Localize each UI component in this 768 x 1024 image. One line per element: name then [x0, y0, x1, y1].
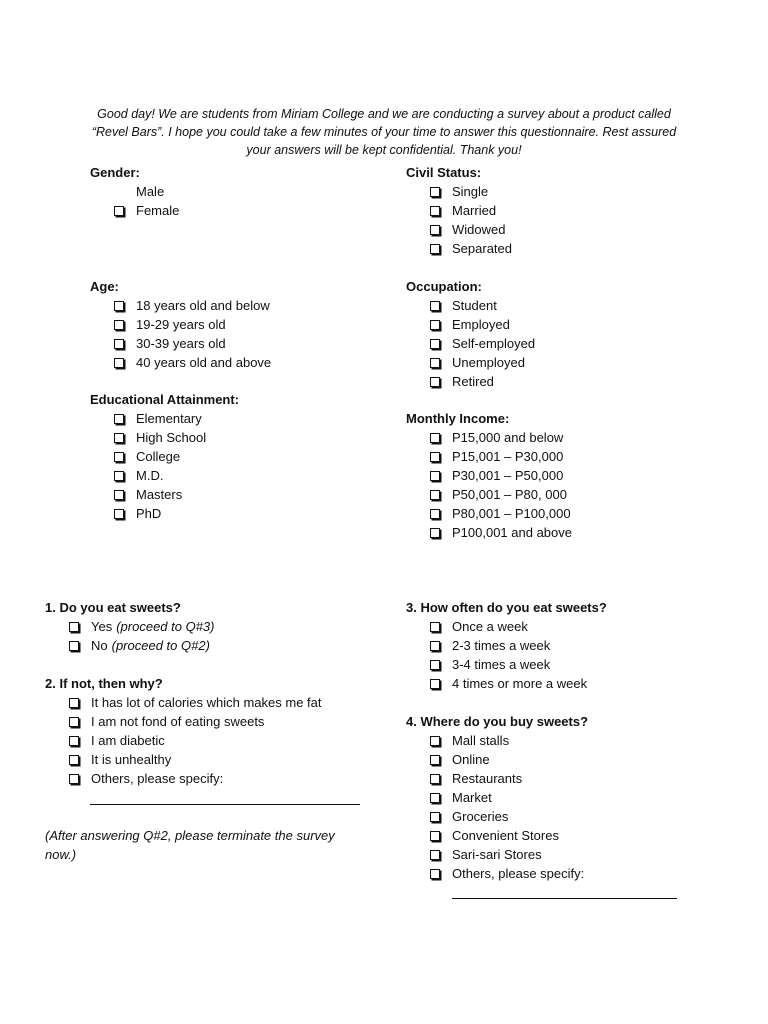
q3-option[interactable]: 2-3 times a week [430, 636, 607, 655]
q4-option[interactable]: Mall stalls [430, 731, 588, 750]
checkbox-icon[interactable] [430, 774, 440, 784]
income-section [406, 409, 572, 542]
checkbox-icon[interactable] [69, 774, 79, 784]
checkbox-icon[interactable] [69, 622, 79, 632]
checkbox-icon[interactable] [114, 471, 124, 481]
checkbox-icon[interactable] [430, 301, 440, 311]
q4-option[interactable]: Market [430, 788, 588, 807]
checkbox-icon[interactable] [114, 490, 124, 500]
q3-option[interactable]: 3-4 times a week [430, 655, 607, 674]
checkbox-icon[interactable] [430, 187, 440, 197]
checkbox-icon[interactable] [430, 812, 440, 822]
checkbox-icon[interactable] [430, 869, 440, 879]
checkbox-icon[interactable] [430, 452, 440, 462]
education-option[interactable]: PhD [114, 504, 239, 523]
checkbox-icon[interactable] [430, 490, 440, 500]
civil-status-section [406, 163, 512, 258]
age-heading: Age: [90, 279, 119, 294]
income-heading: Monthly Income: [406, 411, 510, 426]
checkbox-icon[interactable] [114, 206, 124, 216]
age-option[interactable]: 18 years old and below [114, 296, 271, 315]
checkbox-icon[interactable] [114, 301, 124, 311]
checkbox-icon[interactable] [430, 206, 440, 216]
question-2-section [45, 674, 321, 788]
q2-option[interactable]: Others, please specify: [69, 769, 321, 788]
q1-option-yes[interactable]: Yes (proceed to Q#3) [69, 617, 215, 636]
checkbox-icon[interactable] [430, 528, 440, 538]
checkbox-icon[interactable] [69, 755, 79, 765]
checkbox-icon[interactable] [114, 339, 124, 349]
checkbox-icon[interactable] [430, 471, 440, 481]
q2-specify-line[interactable] [90, 803, 360, 805]
occupation-option[interactable]: Unemployed [430, 353, 535, 372]
q2-option[interactable]: I am not fond of eating sweets [69, 712, 321, 731]
checkbox-icon[interactable] [430, 225, 440, 235]
q2-option[interactable]: It is unhealthy [69, 750, 321, 769]
occupation-option[interactable]: Retired [430, 372, 535, 391]
checkbox-icon[interactable] [114, 358, 124, 368]
q2-terminate-note: (After answering Q#2, please terminate the survey now.) [45, 828, 335, 862]
checkbox-icon[interactable] [69, 736, 79, 746]
civil-status-option[interactable]: Widowed [430, 220, 512, 239]
q1-option-no[interactable]: No (proceed to Q#2) [69, 636, 215, 655]
occupation-section [406, 277, 535, 391]
checkbox-icon[interactable] [114, 509, 124, 519]
checkbox-icon[interactable] [69, 717, 79, 727]
q4-option[interactable]: Others, please specify: [430, 864, 588, 883]
income-option[interactable]: P15,001 – P30,000 [430, 447, 572, 466]
q4-option[interactable]: Sari-sari Stores [430, 845, 588, 864]
income-option[interactable]: P50,001 – P80, 000 [430, 485, 572, 504]
q4-option[interactable]: Restaurants [430, 769, 588, 788]
occupation-option[interactable]: Student [430, 296, 535, 315]
civil-status-option[interactable]: Single [430, 182, 512, 201]
checkbox-icon[interactable] [430, 679, 440, 689]
gender-option-female[interactable]: Female [114, 201, 179, 220]
question-4-section [406, 712, 588, 883]
education-option[interactable]: Elementary [114, 409, 239, 428]
q4-specify-line[interactable] [452, 897, 677, 899]
occupation-option[interactable]: Self-employed [430, 334, 535, 353]
checkbox-icon[interactable] [430, 641, 440, 651]
education-heading: Educational Attainment: [90, 392, 240, 407]
checkbox-icon[interactable] [430, 509, 440, 519]
q4-option[interactable]: Convenient Stores [430, 826, 588, 845]
question-2-heading: 2. If not, then why? [45, 676, 163, 691]
checkbox-icon[interactable] [430, 622, 440, 632]
checkbox-icon[interactable] [430, 850, 440, 860]
checkbox-icon[interactable] [69, 698, 79, 708]
checkbox-icon[interactable] [69, 641, 79, 651]
civil-status-heading: Civil Status: [406, 165, 482, 180]
q4-option[interactable]: Online [430, 750, 588, 769]
gender-heading: Gender: [90, 165, 140, 180]
checkbox-icon[interactable] [114, 320, 124, 330]
age-option[interactable]: 30-39 years old [114, 334, 271, 353]
checkbox-icon[interactable] [114, 433, 124, 443]
q2-option[interactable]: It has lot of calories which makes me fat [69, 693, 321, 712]
gender-section [90, 163, 179, 220]
checkbox-icon[interactable] [430, 320, 440, 330]
occupation-heading: Occupation: [406, 279, 482, 294]
education-option[interactable]: Masters [114, 485, 239, 504]
q3-option[interactable]: Once a week [430, 617, 607, 636]
checkbox-icon[interactable] [430, 793, 440, 803]
age-option[interactable]: 40 years old and above [114, 353, 271, 372]
education-option[interactable]: College [114, 447, 239, 466]
income-option[interactable]: P100,001 and above [430, 523, 572, 542]
q4-option[interactable]: Groceries [430, 807, 588, 826]
checkbox-icon[interactable] [430, 831, 440, 841]
civil-status-option[interactable]: Married [430, 201, 512, 220]
checkbox-icon[interactable] [430, 755, 440, 765]
civil-status-option[interactable]: Separated [430, 239, 512, 258]
question-1-heading: 1. Do you eat sweets? [45, 600, 181, 615]
education-option[interactable]: M.D. [114, 466, 239, 485]
income-option[interactable]: P15,000 and below [430, 428, 572, 447]
checkbox-icon[interactable] [430, 244, 440, 254]
q2-option[interactable]: I am diabetic [69, 731, 321, 750]
education-option[interactable]: High School [114, 428, 239, 447]
gender-option-male[interactable]: Male [136, 184, 165, 199]
question-1-section [45, 598, 215, 655]
intro-paragraph: Good day! We are students from Miriam College and we are conducting a survey about a product called “Revel Bars”. I hope you could take a few minutes of your time to answer this questionnaire. Rest assured your answers will be kept confidential. Thank you! [91, 106, 677, 157]
age-option[interactable]: 19-29 years old [114, 315, 271, 334]
checkbox-icon[interactable] [430, 736, 440, 746]
question-3-heading: 3. How often do you eat sweets? [406, 600, 607, 615]
checkbox-icon[interactable] [430, 339, 440, 349]
question-3-section [406, 598, 607, 693]
checkbox-icon[interactable] [430, 358, 440, 368]
question-4-heading: 4. Where do you buy sweets? [406, 714, 589, 729]
checkbox-icon[interactable] [114, 452, 124, 462]
checkbox-icon[interactable] [430, 660, 440, 670]
checkbox-icon[interactable] [430, 433, 440, 443]
checkbox-icon[interactable] [114, 414, 124, 424]
q3-option[interactable]: 4 times or more a week [430, 674, 607, 693]
income-option[interactable]: P30,001 – P50,000 [430, 466, 572, 485]
age-section [90, 277, 271, 372]
income-option[interactable]: P80,001 – P100,000 [430, 504, 572, 523]
checkbox-icon[interactable] [430, 377, 440, 387]
education-section [90, 390, 239, 523]
occupation-option[interactable]: Employed [430, 315, 535, 334]
